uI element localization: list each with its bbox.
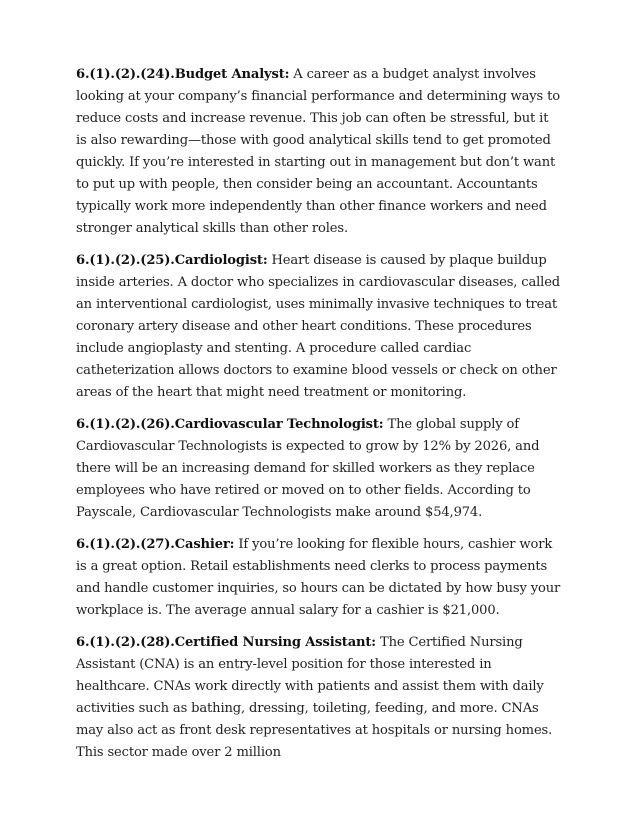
document-page bbox=[76, 64, 562, 774]
entry-heading: 6.(1).(2).(25).Cardiologist: bbox=[76, 253, 268, 268]
entry-heading: 6.(1).(2).(24).Budget Analyst: bbox=[76, 67, 290, 82]
entry-body: If you’re looking for flexible hours, cashier work is a great option. Retail establishments need clerks to process payments and handle customer inquiries, so hours can be dictated by how busy your workplace is. The average annual salary for a cashier is $21,000. bbox=[76, 537, 561, 618]
entry-body: Heart disease is caused by plaque buildup inside arteries. A doctor who specializes in cardiovascular diseases, called an interventional cardiologist, uses minimally invasive techniques to treat coronary artery disease and other heart conditions. These procedures include angioplasty and stenting. A procedure called cardiac catheterization allows doctors to examine blood vessels or check on other areas of the heart that might need treatment or monitoring. bbox=[76, 253, 561, 400]
entry-heading: 6.(1).(2).(26).Cardiovascular Technologist: bbox=[76, 417, 384, 432]
entry-body: The global supply of Cardiovascular Technologists is expected to grow by 12% by 2026, and there will be an increasing demand for skilled workers as they replace employees who have retired or moved on to other fields. According to Payscale, Cardiovascular Technologists make around $54,974. bbox=[76, 417, 540, 520]
entry-certified-nursing-assistant bbox=[76, 632, 562, 764]
entry-heading: 6.(1).(2).(27).Cashier: bbox=[76, 537, 235, 552]
entry-cardiologist bbox=[76, 250, 562, 404]
entry-heading: 6.(1).(2).(28).Certified Nursing Assistant: bbox=[76, 635, 376, 650]
entry-cardiovascular-technologist bbox=[76, 414, 562, 524]
entry-cashier bbox=[76, 534, 562, 622]
entry-budget-analyst bbox=[76, 64, 562, 240]
entry-body: The Certified Nursing Assistant (CNA) is an entry-level position for those interested in healthcare. CNAs work directly with patients and assist them with daily activities such as bathing, dressing, toileting, feeding, and more. CNAs may also act as front desk representatives at hospitals or nursing homes. This sector made over 2 million bbox=[76, 635, 553, 760]
entry-body: A career as a budget analyst involves looking at your company’s financial performance and determining ways to reduce costs and increase revenue. This job can often be stressful, but it is also rewarding—those with good analytical skills tend to get promoted quickly. If you’re interested in starting out in management but don’t want to put up with people, then consider being an accountant. Accountants typically work more independently than other finance workers and need stronger analytical skills than other roles. bbox=[76, 67, 560, 236]
